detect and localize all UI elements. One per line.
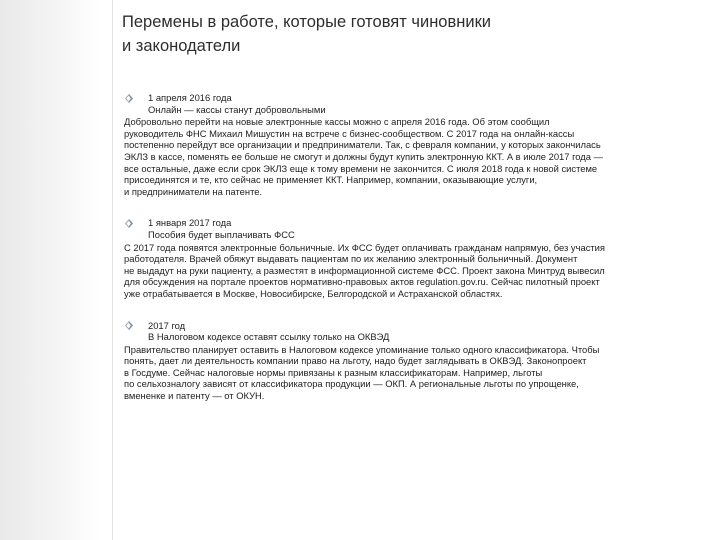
news-item-heading: В Налоговом кодексе оставят ссылку только на ОКВЭД xyxy=(148,331,390,343)
news-item-date: 1 апреля 2016 года xyxy=(148,92,232,103)
news-item-date: 2017 год xyxy=(148,319,186,331)
decorative-side-band xyxy=(0,0,100,540)
news-item-body: С 2017 года появятся электронные больничные. Их ФСС будет оплачивать гражданам напрямую, без участия работодателя. Врачей обяжут выдавать пациентам по их желанию электронный больничный. Документ не выдадут на руки пациенту, а разместят в информационной системе ФСС. Проект закона Минтруд вывесил для обсуждения на портале проектов нормативно-правовых актов regulation.gov.ru. Сейчас пилотный проект уже отрабатывается в Москве, Новосибирске, Белгородской и Астраханской областях. xyxy=(124,241,605,299)
page-title: Перемены в работе, которые готовят чиновники и законодатели xyxy=(122,13,492,55)
news-item-body: Правительство планирует оставить в Налоговом кодексе упоминание только одного классификатора. Чтобы понять, дает ли деятельность компании право на льготу, надо будет заглядывать в ОКВЭД. Законопроект в Госдуме. Сейчас налоговые нормы привязаны к разным классификаторам. Например, льготы по сельхозналогу зависят от классификатора продукции — ОКП. А региональные льготы по упрощенке, вмененке и патенту — от ОКУН. xyxy=(124,343,600,402)
diamond-bullet-icon xyxy=(124,321,134,331)
content-area xyxy=(124,92,699,414)
news-item xyxy=(124,217,699,299)
diamond-bullet-icon xyxy=(124,218,134,228)
news-item-header xyxy=(124,92,699,115)
news-item xyxy=(124,92,699,197)
news-item-body: Добровольно перейти на новые электронные кассы можно с апреля 2016 года. Об этом сообщил руководитель ФНС Михаил Мишустин на встрече с бизнес-сообществом. С 2017 года на онлайн-кассы постепенно перейдут все организации и предприниматели. Так, с февраля компании, у которых закончилась ЭКЛЗ в кассе, поменять ее больше не смогут и должны будут купить электронную ККТ. А в июле 2017 года — все остальные, даже если срок ЭКЛЗ еще к тому времени не закончится. С июля 2018 года к новой системе присоединятся и те, кто сейчас не применяет ККТ. Например, компании, оказывающие услуги, и предприниматели на патенте. xyxy=(124,116,603,197)
news-item xyxy=(124,320,699,402)
news-item-header xyxy=(124,217,699,240)
news-item-date: 1 января 2017 года xyxy=(148,217,232,229)
news-item-heading: Пособия будет выплачивать ФСС xyxy=(148,228,295,240)
news-item-heading: Онлайн — кассы станут добровольными xyxy=(148,103,326,115)
news-item-header xyxy=(124,320,699,343)
diamond-bullet-icon xyxy=(124,93,134,103)
